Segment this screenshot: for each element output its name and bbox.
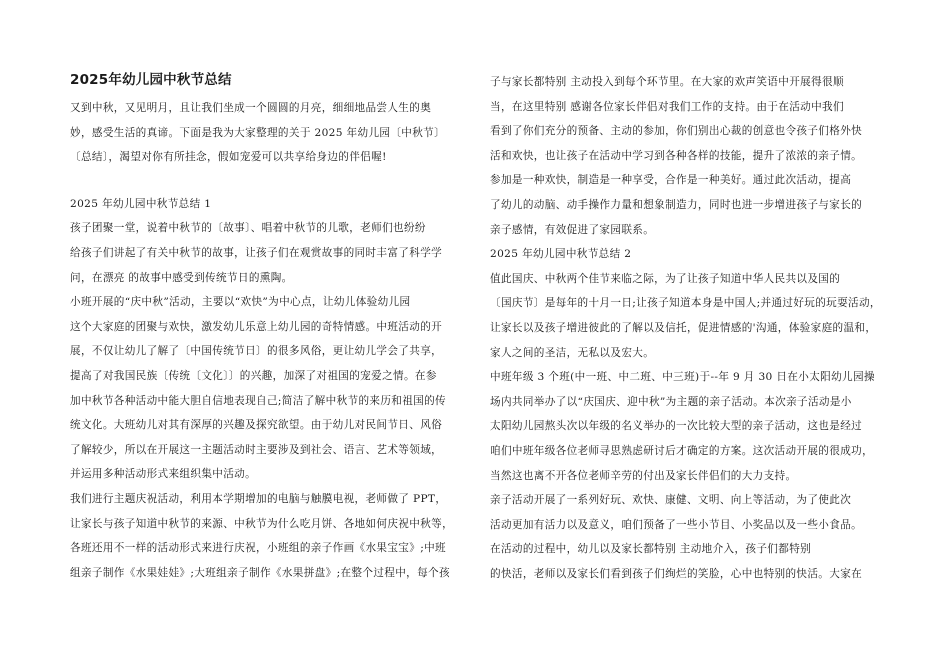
right-column	[490, 70, 882, 586]
text-line: 各班还用不一样的活动形式来进行庆祝，小班组的亲子作画《水果宝宝》;中班	[70, 542, 447, 555]
text-line: 家人之间的圣洁，无私以及宏大。	[490, 346, 655, 359]
text-line: 我们进行主题庆祝活动，利用本学期增加的电脑与触膜电视，老师做了 PPT，	[70, 492, 447, 505]
text-line: 了幼儿的动脑、动手操作力量和想象制造力，同时也进一步增进孩子与家长的	[490, 198, 863, 211]
text-line: 太阳幼儿园熬头次以年级的名义举办的一次比较大型的亲子活动，这也是经过	[490, 420, 863, 433]
text-line: 咱们中班年级各位老师寻思熟虑研讨后才确定的方案。这次活动开展的很成功，	[490, 444, 874, 457]
text-line: 活和欢快，也让孩子在活动中学习到各种各样的技能，提升了浓浓的亲子情。	[490, 149, 863, 162]
text-line: 亲子活动开展了一系列好玩、欢快、康健、文明、向上等活动，为了使此次	[490, 494, 852, 507]
text-line: 组亲子制作《水果娃娃》;大班组亲子制作《水果拼盘》;在整个过程中，每个孩	[70, 566, 450, 579]
text-line: 2025 年幼儿园中秋节总结 1	[70, 197, 212, 210]
text-line: 这个大家庭的团聚与欢快，激发幼儿乐意上幼儿园的奇特情感。中班活动的开	[70, 320, 443, 333]
text-line: 的快活，老师以及家长们看到孩子们绚烂的笑脸，心中也特别的快活。大家在	[490, 567, 863, 580]
text-line: 问，在漂亮 的故事中感受到传统节日的熏陶。	[70, 271, 293, 284]
text-line: 提高了对我国民族〔传统〔文化〕〕的兴趣，加深了对祖国的宠爱之情。在参	[70, 369, 437, 382]
document-title: 2025年幼儿园中秋节总结	[70, 72, 232, 88]
text-line: 〔国庆节〕是每年的十月一日;让孩子知道本身是中国人;并通过好玩的玩耍活动，	[490, 297, 881, 310]
text-line: 中班年级 3 个班(中一班、中二班、中三班)于--年 9 月 30 日在小太阳幼儿园操	[490, 371, 875, 384]
text-line: 场内共同举办了以“庆国庆、迎中秋”为主题的亲子活动。本次亲子活动是小	[490, 395, 852, 408]
text-line: 并运用多种活动形式来组织集中活动。	[70, 468, 257, 481]
paragraph-gap	[70, 170, 462, 192]
right-column-text	[490, 70, 882, 586]
text-line: 又到中秋，又见明月，且让我们坐成一个圆圆的月亮，细细地品尝人生的奥	[70, 102, 432, 114]
text-line: 让家长与孩子知道中秋节的来源、中秋节为什么吃月饼、各地如何庆祝中秋等，	[70, 517, 454, 530]
text-line: 2025 年幼儿园中秋节总结 2	[490, 248, 632, 261]
text-line: 当然这也离不开各位老师辛劳的付出及家长伴侣们的大力支持。	[490, 469, 797, 482]
text-line: 统文化。大班幼儿对其有深厚的兴趣及探究欲望。由于幼儿对民间节日、风俗	[70, 419, 443, 432]
text-line: 子与家长都特别 主动投入到每个环节里。在大家的欢声笑语中开展得很顺	[490, 76, 844, 88]
text-line: 小班开展的“庆中秋”活动，主要以“欢快”为中心点，让幼儿体验幼儿园	[70, 296, 411, 309]
text-line: 〔总结〕，渴望对你有所挂念，假如宠爱可以共享给身边的伴侣喔!	[70, 151, 387, 164]
text-line: 让家长以及孩子增进彼此的了解以及信托，促进情感的'沟通，体验家庭的温和，	[490, 321, 877, 334]
left-column-text	[70, 96, 462, 585]
text-line: 参加是一种欢快，制造是一种享受，合作是一种美好。通过此次活动，提高	[490, 174, 852, 187]
left-column	[70, 70, 462, 585]
text-line: 当，在这里特别 感谢各位家长伴侣对我们工作的支持。由于在活动中我们	[490, 100, 844, 113]
text-line: 加中秋节各种活动中能大胆自信地表现自己;简洁了解中秋节的来历和祖国的传	[70, 394, 447, 407]
text-line: 看到了你们充分的预备、主动的参加，你们别出心裁的创意也令孩子们格外快	[490, 125, 863, 138]
text-line: 亲子感情，有效促进了家园联系。	[490, 223, 655, 236]
text-line: 在活动的过程中，幼儿以及家长都特别 主动地介入，孩子们都特别	[490, 543, 812, 556]
text-line: 展，不仅让幼儿了解了〔中国传统节日〕的很多风俗，更让幼儿学会了共享，	[70, 345, 443, 358]
text-line: 活动更加有活力以及意义，咱们预备了一些小节目、小奖品以及一些小食品。	[490, 518, 863, 531]
text-line: 妙，感受生活的真谛。下面是我为大家整理的关于 2025 年幼儿园〔中秋节〕	[70, 126, 446, 139]
text-line: 孩子团聚一堂，说着中秋节的〔故事〕、唱着中秋节的儿歌，老师们也纷纷	[70, 222, 426, 235]
text-line: 值此国庆、中秋两个佳节来临之际，为了让孩子知道中华人民共以及国的	[490, 272, 841, 285]
text-line: 给孩子们讲起了有关中秋节的故事，让孩子们在观赏故事的同时丰富了科学学	[70, 246, 443, 259]
text-line: 了解较少，所以在开展这一主题活动时主要涉及到社会、语言、艺术等领域，	[70, 443, 443, 456]
